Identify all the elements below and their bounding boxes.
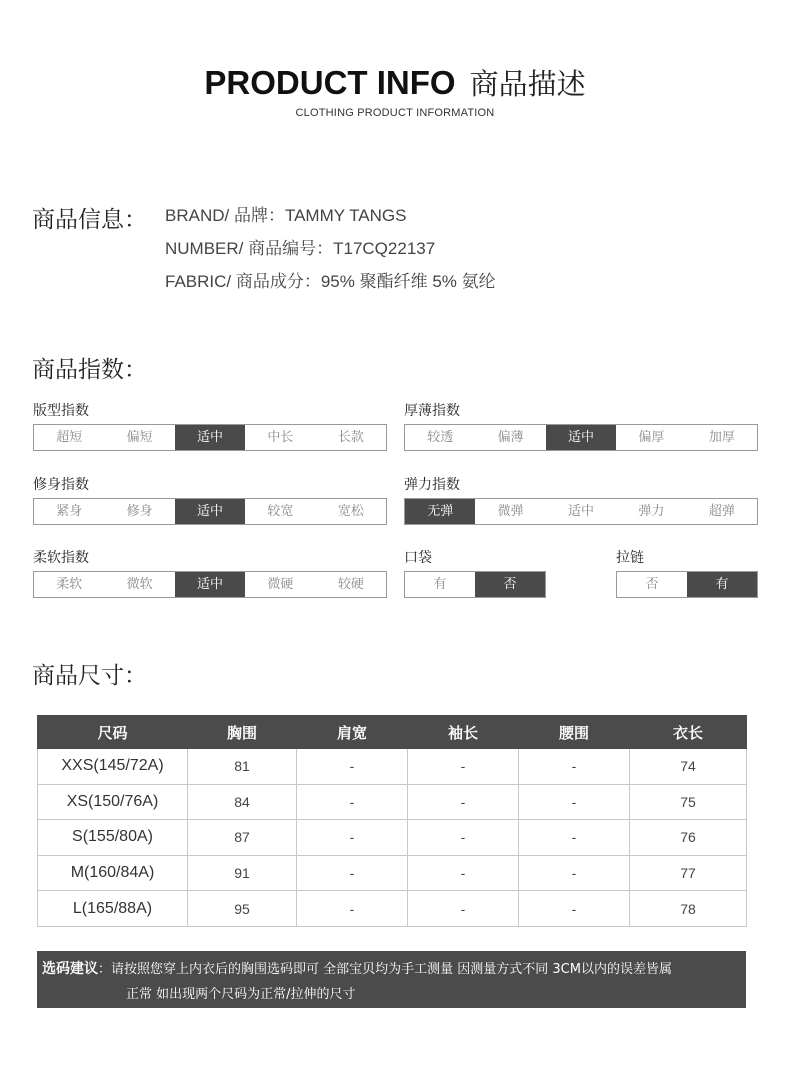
size-tip-box [37,951,746,1008]
number-line: NUMBER/ 商品编号：T17CQ22137 [165,239,436,258]
index-option: 宽松 [337,504,364,519]
index-bar [33,571,387,598]
index-title: 拉链 [616,550,644,566]
table-cell: 77 [630,855,747,891]
index-option: 偏短 [126,430,153,445]
header-length: 衣长 [630,716,747,749]
table-cell: - [297,891,408,927]
size-table [37,715,747,927]
index-option: 长款 [337,430,364,445]
table-cell: 78 [630,891,747,927]
table-cell: - [519,749,630,785]
header-size: 尺码 [38,716,188,749]
table-cell: 81 [188,749,297,785]
tip-label: 选码建议 [42,961,98,977]
page-header [0,62,790,119]
table-cell: 74 [630,749,747,785]
table-cell: - [408,891,519,927]
page-subtitle: CLOTHING PRODUCT INFORMATION [295,107,495,119]
table-cell: XXS(145/72A) [38,749,188,785]
index-option: 偏薄 [497,430,524,445]
index-title: 修身指数 [33,477,89,493]
index-group-zipper [616,549,758,598]
header-sleeve: 袖长 [408,716,519,749]
index-option: 紧身 [56,504,83,519]
index-option: 适中 [175,425,245,450]
index-option: 超弹 [708,504,735,519]
index-option: 柔软 [56,577,83,592]
tip-text-2: 正常 如出现两个尺码为正常/拉伸的尺寸 [126,987,356,1002]
index-bar [33,498,387,525]
info-section-label: 商品信息： [32,207,147,233]
index-option: 有 [433,577,447,592]
table-cell: 76 [630,820,747,856]
index-title: 柔软指数 [33,550,89,566]
index-option: 否 [475,572,545,597]
table-cell: - [297,749,408,785]
table-cell: 75 [630,784,747,820]
index-option: 较透 [427,430,454,445]
header-bust: 胸围 [188,716,297,749]
header-shoulder: 肩宽 [297,716,408,749]
tip-line-1 [42,957,740,982]
table-cell: - [408,784,519,820]
index-bar [404,498,758,525]
index-option: 适中 [568,504,595,519]
index-title: 口袋 [404,550,432,566]
table-row [38,784,747,820]
table-cell: M(160/84A) [38,855,188,891]
index-group-slim [33,476,387,525]
index-group-pocket [404,549,546,598]
index-option: 修身 [126,504,153,519]
index-option: 中长 [267,430,294,445]
table-cell: - [408,820,519,856]
index-group-elasticity [404,476,758,525]
table-row [38,749,747,785]
brand-line: BRAND/ 品牌：TAMMY TANGS [165,206,407,225]
index-option: 较硬 [337,577,364,592]
index-bar [33,424,387,451]
index-title: 版型指数 [33,403,89,419]
table-cell: - [297,855,408,891]
index-option: 偏厚 [638,430,665,445]
table-cell: 95 [188,891,297,927]
table-cell: S(155/80A) [38,820,188,856]
index-option: 微软 [126,577,153,592]
index-option: 弹力 [638,504,665,519]
index-option: 较宽 [267,504,294,519]
table-cell: - [519,784,630,820]
table-cell: - [519,855,630,891]
index-option: 否 [645,577,659,592]
index-option: 加厚 [708,430,735,445]
index-option: 适中 [175,572,245,597]
index-option: 微弹 [497,504,524,519]
table-cell: 87 [188,820,297,856]
index-option: 无弹 [405,499,475,524]
index-group-fit [33,402,387,451]
title-en: PRODUCT INFO [204,64,456,101]
info-lines [165,203,496,302]
page-title [204,62,585,103]
table-cell: L(165/88A) [38,891,188,927]
title-cn: 商品描述 [469,67,586,101]
index-option: 适中 [175,499,245,524]
index-bar [404,571,546,598]
table-row [38,820,747,856]
table-row [38,891,747,927]
table-row [38,855,747,891]
index-option: 超短 [56,430,83,445]
table-cell: - [519,891,630,927]
sizes-section-label: 商品尺寸： [32,663,147,689]
table-cell: XS(150/76A) [38,784,188,820]
index-option: 有 [687,572,757,597]
index-option: 适中 [546,425,616,450]
table-cell: - [297,820,408,856]
table-cell: - [297,784,408,820]
table-cell: - [408,749,519,785]
header-waist: 腰围 [519,716,630,749]
table-cell: 84 [188,784,297,820]
fabric-line: FABRIC/ 商品成分：95% 聚酯纤维 5% 氨纶 [165,272,496,291]
index-bar [404,424,758,451]
table-cell: - [519,820,630,856]
index-title: 弹力指数 [404,477,460,493]
indices-section-label: 商品指数： [32,357,147,383]
index-title: 厚薄指数 [404,403,460,419]
index-bar [616,571,758,598]
index-group-thickness [404,402,758,451]
table-cell: 91 [188,855,297,891]
table-cell: - [408,855,519,891]
size-table-header-row [38,716,747,749]
tip-text-1: ：请按照您穿上内衣后的胸围选码即可 全部宝贝均为手工测量 因测量方式不同 3CM以内的误差皆属 [98,962,672,977]
index-option: 微硬 [267,577,294,592]
size-table-body [38,749,747,927]
index-group-softness [33,549,387,598]
